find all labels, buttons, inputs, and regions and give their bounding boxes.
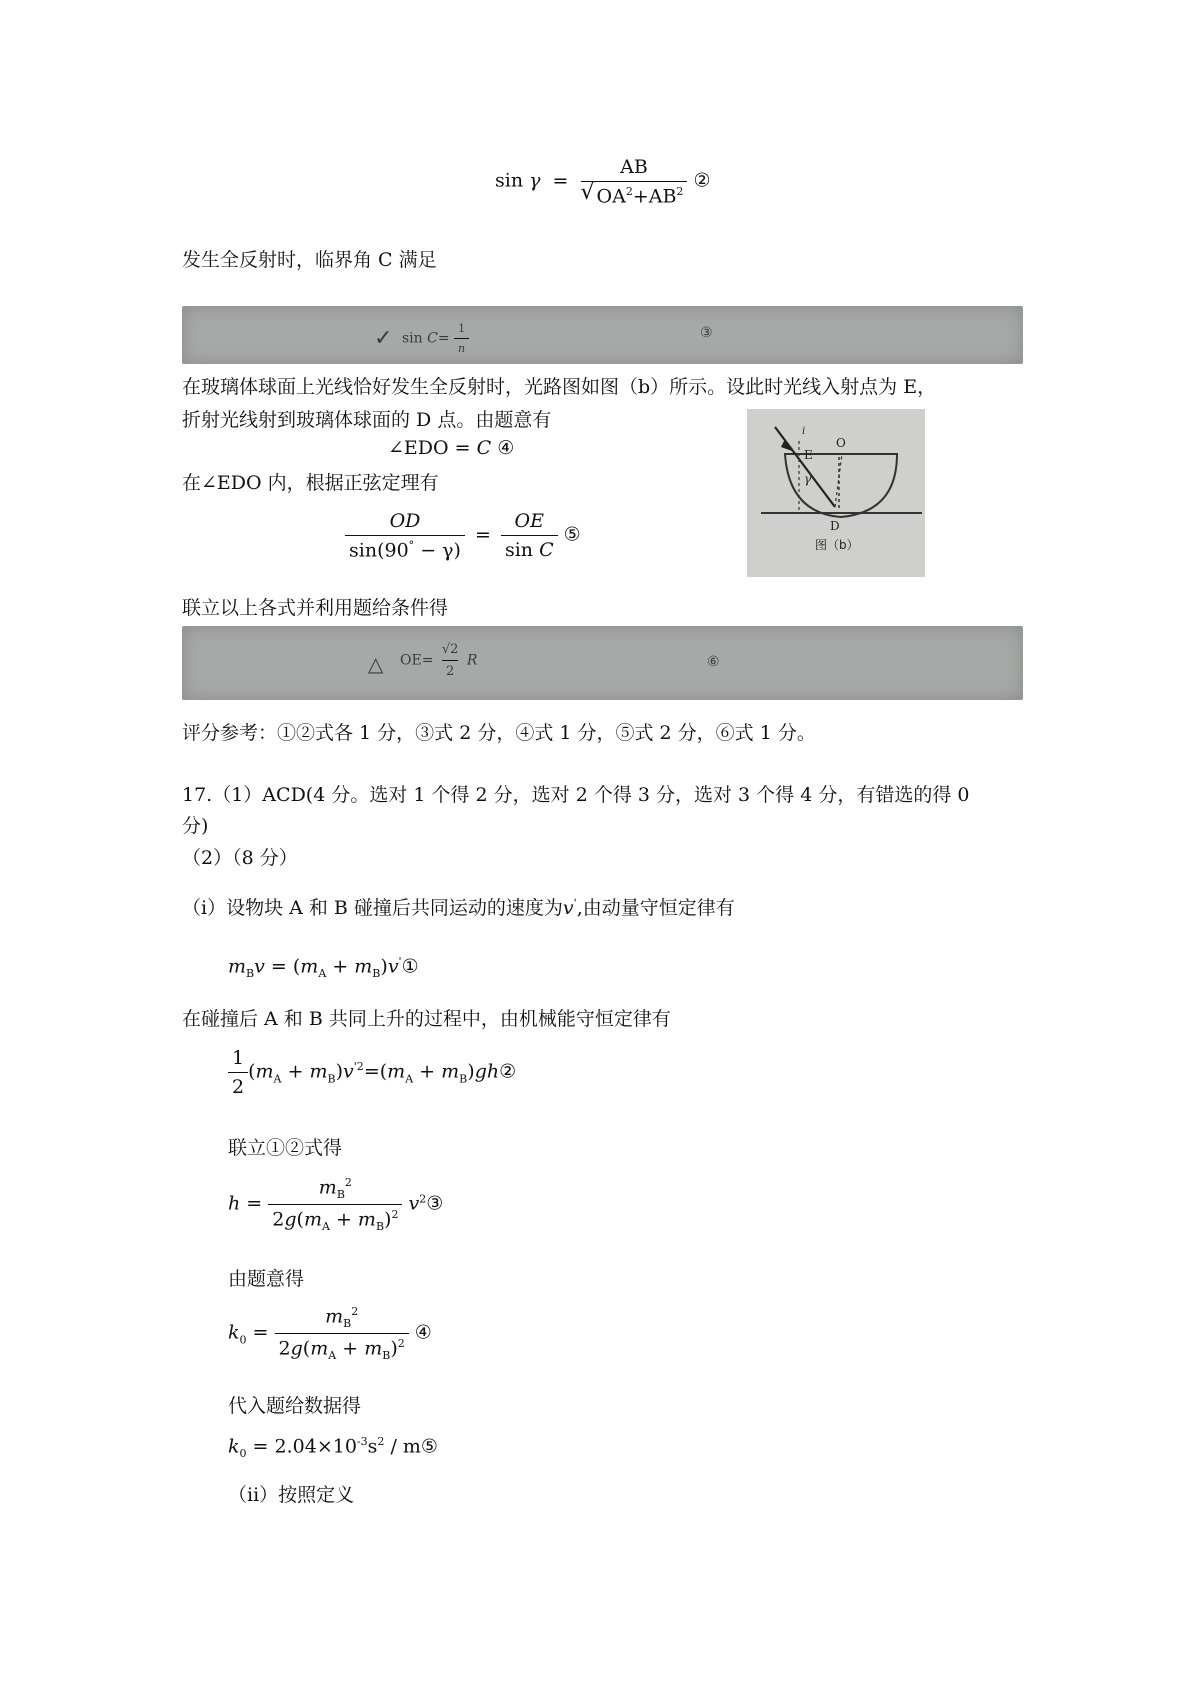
paragraph-by-problem: 由题意得 [228,1268,305,1290]
equation-2-mark: ② [693,169,711,192]
question-17-sub-i: （i）设物块 A 和 B 碰撞后共同运动的速度为v',由动量守恒定律有 [182,896,735,919]
figure-label-i: i [802,426,806,437]
equation-3-mark: ③ [700,325,713,341]
equation-energy: $\frac{1}{2}$ $(m_A + m_B)v^{'2}=(m_A$ + $m_B)gh②$ [228,1047,516,1098]
paragraph-light-path: 在玻璃体球面上光线恰好发生全反射时，光路图如图（b）所示。设此时光线入射点为 E， [182,376,937,398]
question-17-part-1: 17.（1）ACD(4 分。选对 1 个得 2 分，选对 2 个得 3 分，选对 3 个得 4 分，有错选的得 0 [182,784,970,806]
equation-6-mark: ⑥ [707,654,720,670]
equation-4: ∠EDO = C ④ [388,437,515,459]
paragraph-refraction: 折射光线射到玻璃体球面的 D 点。由题意有 [182,409,552,431]
triangle-icon: △ [368,652,384,676]
equation-2: sin γ = AB √ $OA^2+AB^2$ ② [495,156,711,208]
paragraph-combine: 联立以上各式并利用题给条件得 [182,597,449,619]
paragraph-sine-law: 在∠EDO 内，根据正弦定理有 [182,472,439,494]
question-17-part-2: （2）（8 分） [182,847,298,869]
figure-label-d: D [830,519,840,533]
figure-b [747,409,925,577]
equation-6: OE= $\frac{√2}{2}$ R [400,642,478,679]
equation-3: sin C= $\frac{1}{n}$ [402,322,469,355]
figure-label-o: O [836,436,846,450]
paragraph-critical-angle: 发生全反射时，临界角 C 满足 [182,249,437,271]
figure-label-e: E [804,448,813,462]
paragraph-energy: 在碰撞后 A 和 B 共同上升的过程中，由机械能守恒定律有 [182,1008,671,1030]
paragraph-scoring: 评分参考：①②式各 1 分，③式 2 分，④式 1 分，⑤式 2 分，⑥式 1 分。 [182,722,816,744]
equation-2-fraction: AB √ $OA^2+AB^2$ [581,156,688,207]
equation-k0-value: $k_0 = 2.04\times 10^{-3}s^2$ / m⑤ [228,1435,438,1461]
scanned-equation-3 [182,306,1023,364]
paragraph-definition: （ii）按照定义 [228,1484,355,1506]
figure-label-gamma: γ [804,472,812,486]
paragraph-substitute: 代入题给数据得 [228,1395,362,1417]
scanned-equation-6 [182,626,1023,700]
figure-caption: 图（b） [815,538,859,552]
equation-5: $\frac{OD}{\sin(90^\circ - \gamma)}$ = $\frac{OE}{\text{sin C}}$ ⑤ [345,510,581,561]
checkmark-icon: ✓ [374,326,393,351]
paragraph-combine-1-2: 联立①②式得 [228,1137,343,1159]
equation-h: h = $\frac{m_B^2}{2g(m_A + m_B)^2}$ $v^2③$ [228,1176,444,1234]
equation-k0: $k_0$ = $\frac{m_B^2}{2g(m_A + m_B)^2}$ ④ [228,1305,432,1363]
equation-momentum: $m_Bv = (m_A$ + $m_B)v'①$ [228,955,419,981]
figure-b-diagram [747,409,925,577]
question-17-part-1-cont: 分) [182,815,209,837]
